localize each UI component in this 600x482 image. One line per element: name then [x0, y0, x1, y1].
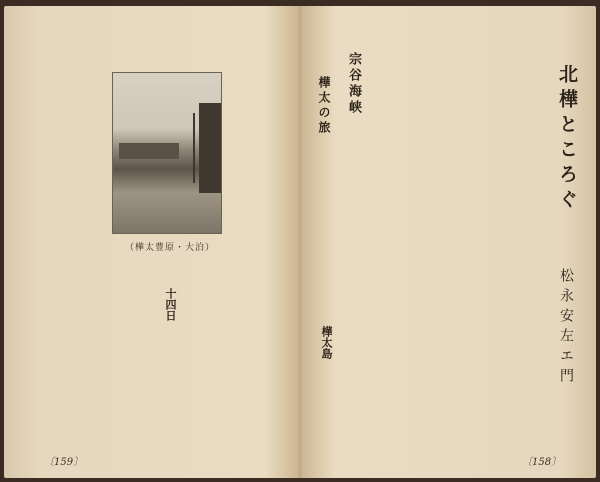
body-text-placeholder — [16, 264, 21, 460]
section-heading-strait: 宗谷海峡 — [346, 52, 361, 116]
section-label-day: 十四日 — [164, 288, 177, 321]
book-spread — [4, 6, 596, 478]
page-number-left: 〔159〕 — [44, 457, 84, 468]
essay-author: 松永安左エ門 — [558, 268, 574, 388]
body-text-placeholder — [386, 56, 391, 250]
side-label-sakhalin: 樺太島 — [320, 326, 333, 359]
photo-trees — [199, 103, 221, 193]
section-heading-journey: 樺太の旅 — [317, 76, 331, 136]
left-page — [4, 6, 300, 478]
body-text-placeholder — [302, 146, 307, 250]
photo-caption: （樺太豊原・大泊） — [124, 243, 215, 253]
body-text-placeholder — [232, 72, 237, 272]
photo-pole — [193, 113, 195, 183]
page-number-right: 〔158〕 — [522, 457, 562, 468]
body-text-placeholder — [18, 72, 23, 238]
essay-title: 北樺ところぐ — [556, 64, 578, 214]
street-photo — [112, 72, 222, 234]
body-text-placeholder — [314, 264, 319, 460]
photo-houses — [119, 143, 179, 159]
right-page — [300, 6, 596, 478]
